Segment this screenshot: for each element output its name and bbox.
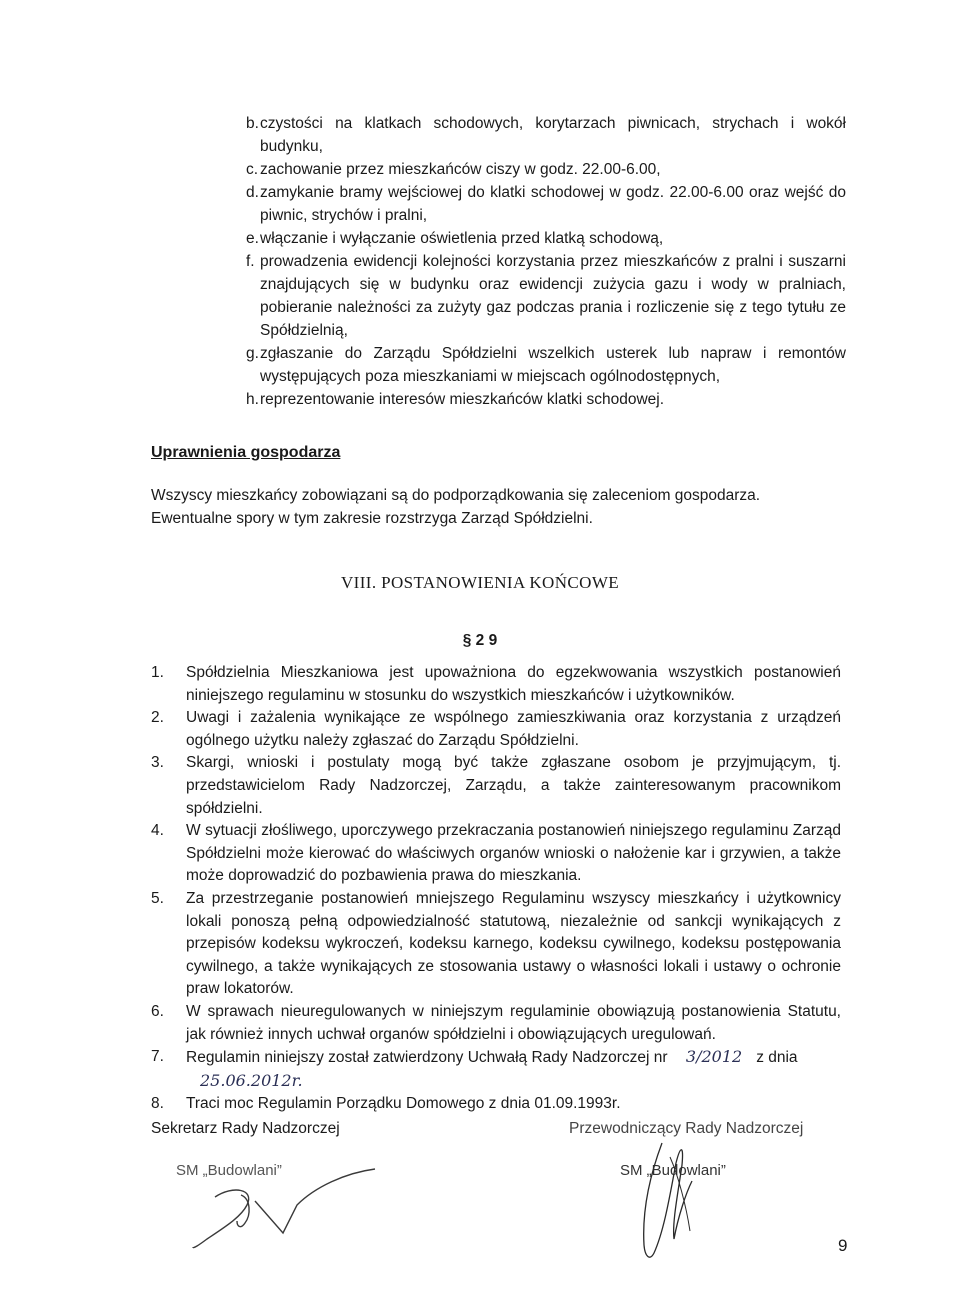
list-item: [246, 112, 846, 158]
list-marker: 2.: [151, 709, 164, 727]
list-text: zamykanie bramy wejściowej do klatki schodowej w godz. 22.00-6.00 oraz wejść do piwnic, strychów i pralni,: [260, 184, 846, 224]
list-text: Traci moc Regulamin Porządku Domowego z dnia 01.09.1993r.: [186, 1095, 621, 1113]
chairman-signature: [620, 1135, 720, 1265]
list-item: [151, 662, 841, 707]
list-item: [151, 888, 841, 1001]
list-text: Regulamin niniejszy został zatwierdzony Uchwałą Rady Nadzorczej nr: [186, 1049, 668, 1067]
section-paragraph: Wszyscy mieszkańcy zobowiązani są do podporządkowania się zaleceniom gospodarza. Ewentualne spory w tym zakresie rozstrzyga Zarząd Spółdzielni.: [151, 487, 761, 527]
list-text: prowadzenia ewidencji kolejności korzystania przez mieszkańców z pralni i suszarni znajdujących się w budynku oraz ewidencji zużycia gazu i wody w pralniach, pobieranie należności za zużyty gaz podczas prania i rozliczenie się z tego tytułu ze Spółdzielnią,: [260, 253, 846, 339]
list-marker: 1.: [151, 664, 164, 681]
section-heading: Uprawnienia gospodarza: [151, 444, 341, 461]
list-marker: g.: [246, 345, 259, 362]
list-text: włączanie i wyłączanie oświetlenia przed klatką schodową,: [260, 230, 664, 247]
list-item: [246, 181, 846, 227]
list-marker: e.: [246, 230, 259, 247]
list-marker: f.: [246, 253, 255, 270]
handwritten-resolution-number: 3/2012: [685, 1047, 743, 1067]
list-marker: 5.: [151, 889, 164, 907]
list-text: z dnia: [756, 1049, 798, 1067]
list-item: [151, 707, 841, 752]
chairman-title: Przewodniczący Rady Nadzorczej: [569, 1120, 804, 1137]
paragraph-sign: § 2 9: [462, 632, 498, 649]
list-text: czystości na klatkach schodowych, korytarzach piwnicach, strychach i wokół budynku,: [260, 115, 846, 155]
list-text: reprezentowanie interesów mieszkańców klatki schodowej.: [260, 391, 665, 408]
page-number: 9: [838, 1236, 848, 1255]
list-marker: 4.: [151, 822, 164, 840]
list-marker: h.: [246, 391, 259, 408]
list-marker: b.: [246, 115, 259, 132]
list-marker: d.: [246, 184, 259, 201]
list-item: [151, 1001, 841, 1046]
list-text: W sprawach nieuregulowanych w niniejszym regulaminie obowiązują postanowienia Statutu, jak również innych uchwał organów spółdzielni i obowiązujących uregulowań.: [186, 1002, 841, 1043]
list-item: [246, 388, 846, 411]
chapter-title: VIII. POSTANOWIENIA KOŃCOWE: [340, 573, 620, 592]
secretary-title: Sekretarz Rady Nadzorczej: [151, 1120, 340, 1137]
list-item: [151, 752, 841, 820]
list-item: [246, 342, 846, 388]
secretary-signature: [185, 1165, 385, 1255]
list-text: zgłaszanie do Zarządu Spółdzielni wszelkich usterek lub napraw i remontów występujących poza mieszkaniami w miejscach ogólnodostępnych,: [260, 345, 846, 385]
list-text: zachowanie przez mieszkańców ciszy w godz. 22.00-6.00,: [260, 161, 661, 178]
list-text: Uwagi i zażalenia wynikające ze wspólnego zamieszkiwania oraz korzystania z urządzeń ogólnego użytku należy zgłaszać do Zarządu Spółdzielni.: [186, 709, 841, 749]
duties-list: [246, 112, 846, 411]
list-marker: 6.: [151, 1002, 164, 1020]
list-item: [151, 820, 841, 888]
list-marker: c.: [246, 161, 259, 178]
list-item: [246, 227, 846, 250]
list-item: [151, 1046, 841, 1093]
list-marker: 7.: [151, 1048, 164, 1066]
list-marker: 3.: [151, 754, 164, 772]
list-text: Spółdzielnia Mieszkaniowa jest upoważniona do egzekwowania wszystkich postanowień niniejszego regulaminu w stosunku do wszystkich mieszkańców i użytkowników.: [186, 664, 841, 704]
list-text: Skargi, wnioski i postulaty mogą być także zgłaszane osobom je przyjmującym, tj. przedstawicielom Rady Nadzorczej, Zarządu, a także zainteresowanym pracownikom spółdzielni.: [186, 754, 841, 817]
secretary-stamp: SM „Budowlani”: [176, 1162, 282, 1179]
chairman-stamp: SM „Budowlani”: [620, 1162, 726, 1179]
handwritten-date: 25.06.2012r.: [200, 1070, 303, 1090]
list-text: W sytuacji złośliwego, uporczywego przekraczania postanowień niniejszego regulaminu Zarząd Spółdzielni może kierować do właściwych organów wnioski o nałożenie kar i grzywien, a także może doprowadzić do pozbawienia prawa do mieszkania.: [186, 822, 841, 885]
list-marker: 8.: [151, 1095, 164, 1113]
list-item: [246, 250, 846, 342]
list-text: Za przestrzeganie postanowień mniejszego Regulaminu wszyscy mieszkańcy i użytkownicy lokali ponoszą pełną odpowiedzialność statutową, niezależnie od sankcji wynikających z przepisów kodeksu wykroczeń, kodeksu karnego, kodeksu cywilnego, kodeksu postępowania cywilnego, a także wynikających ze stosowania ustawy o własności lokali i ustawy o ochronie praw lokatorów.: [186, 889, 841, 998]
list-item: [246, 158, 846, 181]
final-provisions-list: [151, 662, 841, 1116]
list-item: [151, 1093, 841, 1116]
